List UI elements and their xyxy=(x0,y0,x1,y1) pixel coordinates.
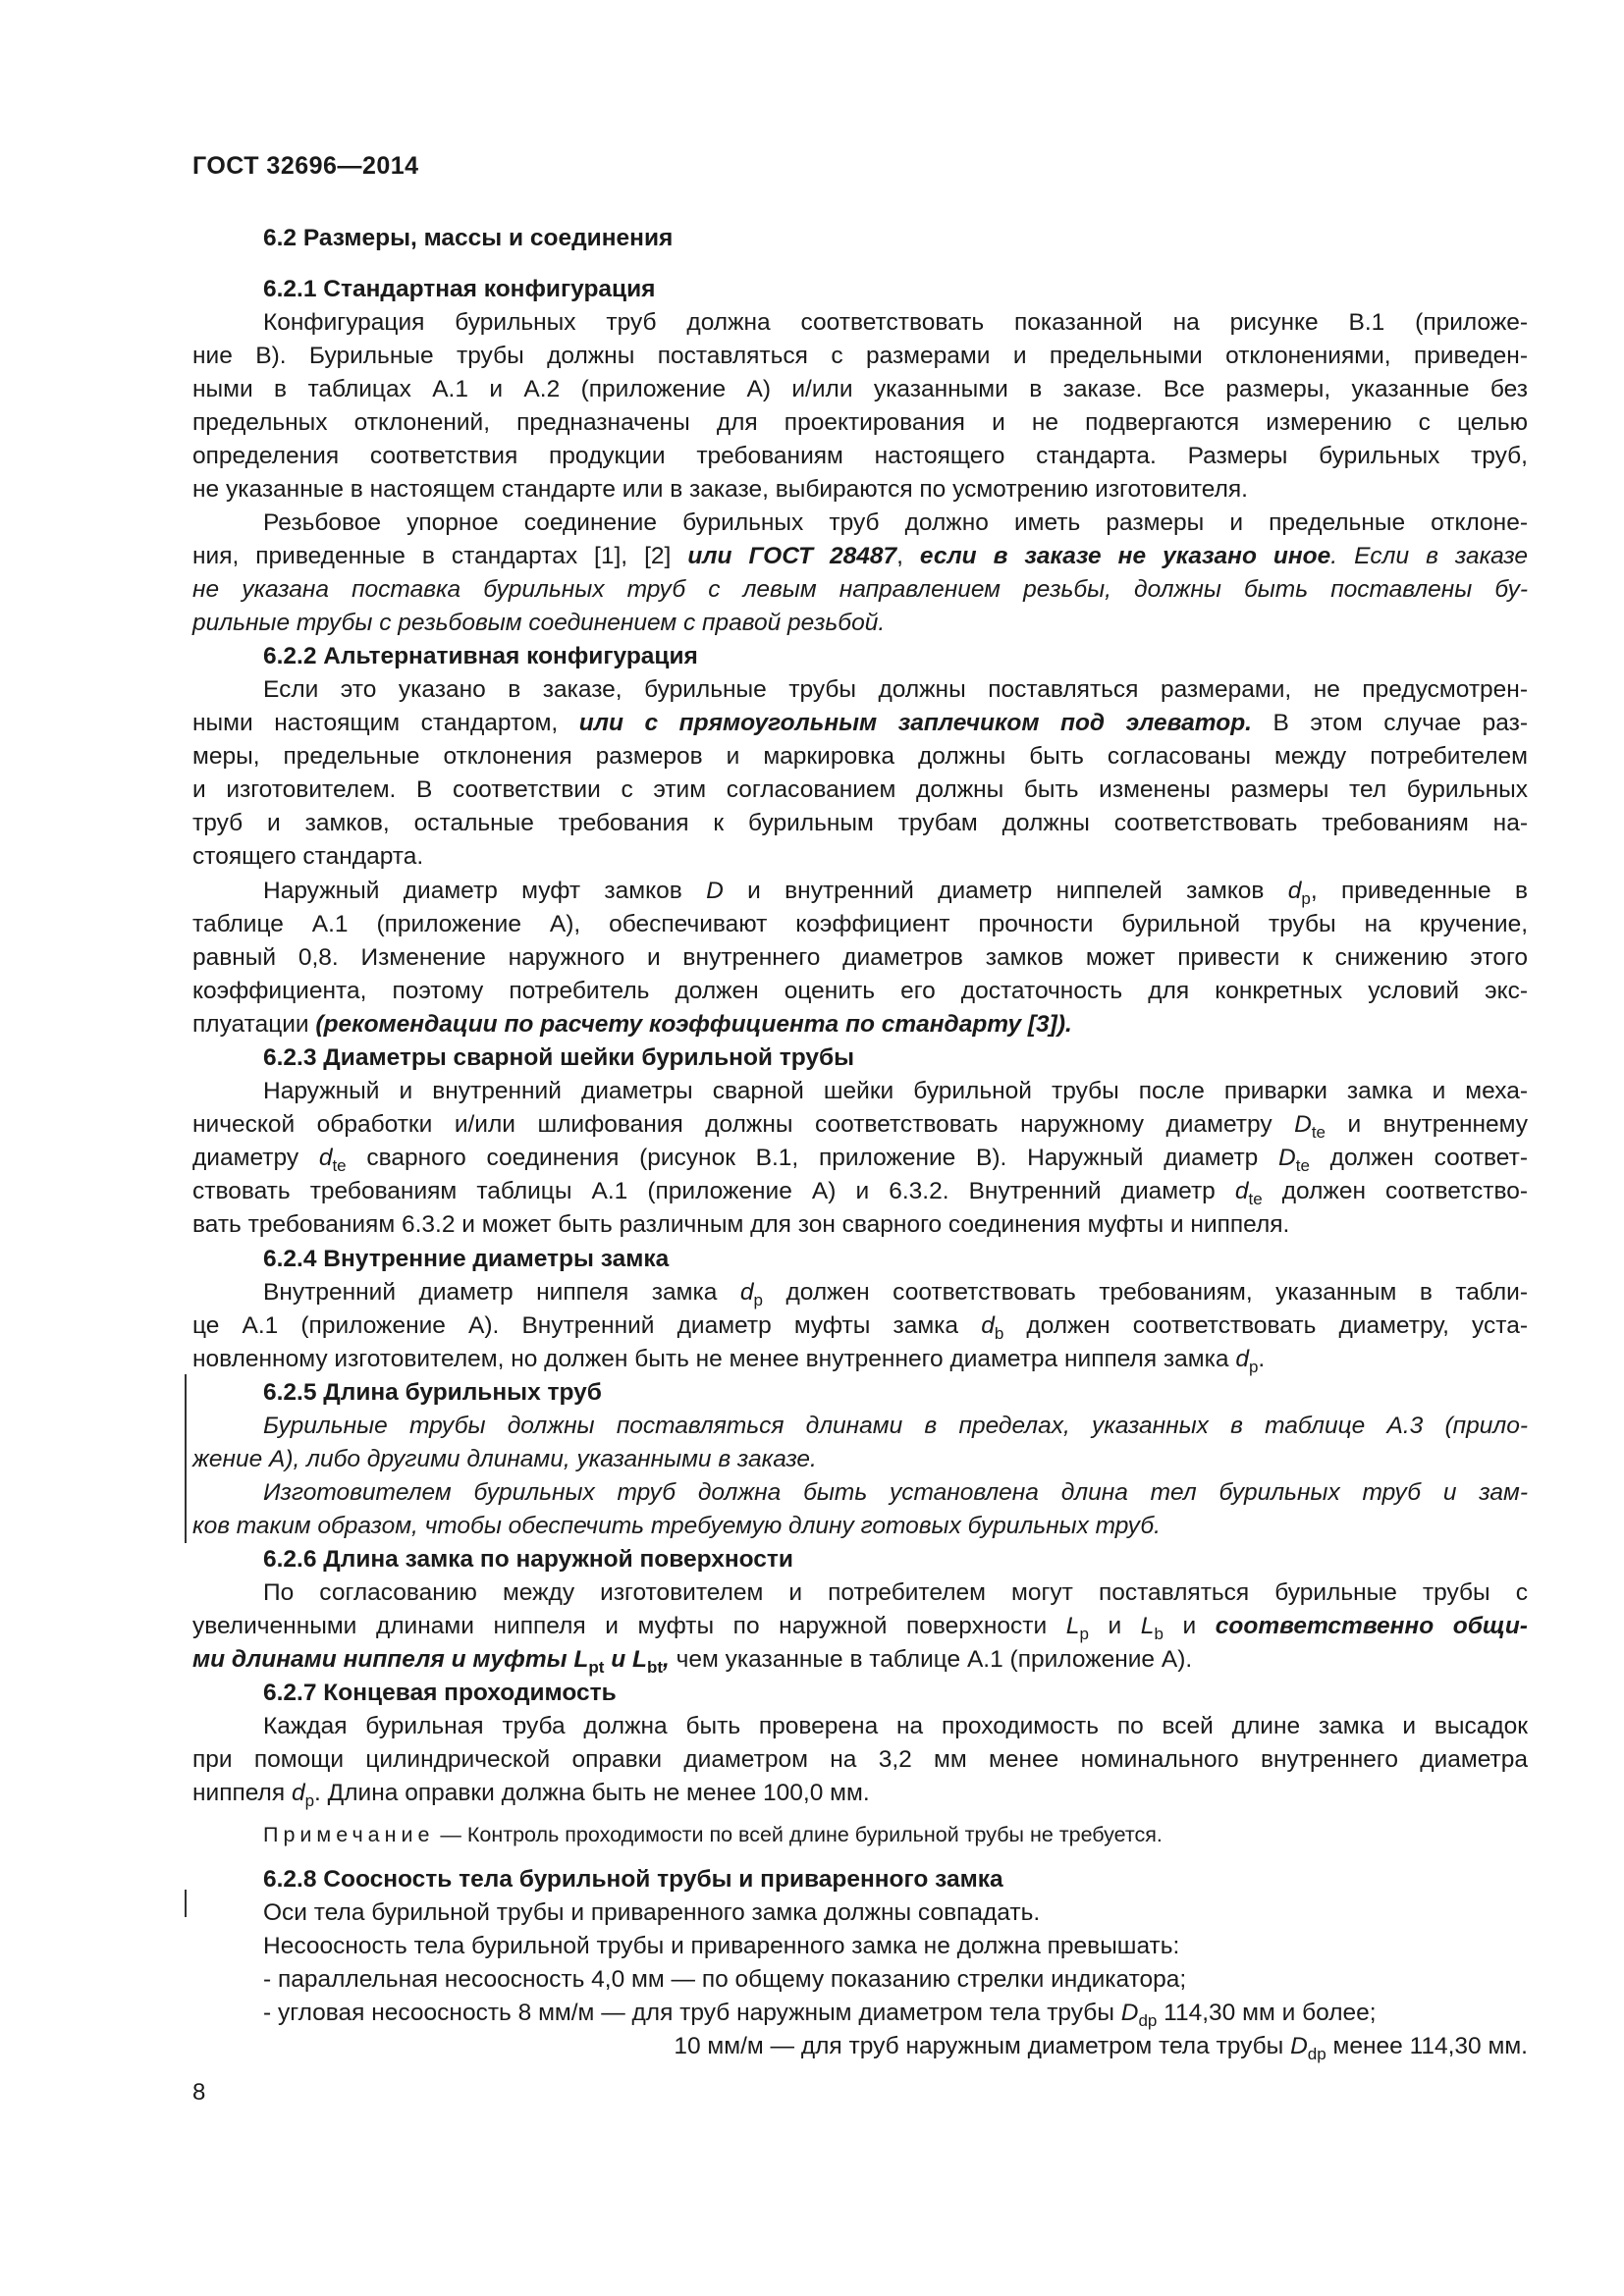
paragraph-line: Изготовителем бурильных труб должна быть установлена длина тел бурильных труб и зам- xyxy=(263,1479,1528,1506)
paragraph-line xyxy=(192,1312,1528,1343)
paragraph-line xyxy=(192,1178,1528,1208)
math-symbol: d xyxy=(1235,1346,1249,1372)
paragraph-line: предельных отклонений, предназначены для проектирования и не подвергаются измерению с целью xyxy=(192,409,1528,436)
text-run: . xyxy=(1258,1346,1266,1372)
paragraph-line xyxy=(192,1346,1528,1376)
paragraph-line: Если это указано в заказе, бурильные трубы должны поставляться размерами, не предусмотрен- xyxy=(263,676,1528,703)
section-heading-6-2: 6.2 Размеры, массы и соединения xyxy=(263,225,674,251)
paragraph-line: не указана поставка бурильных труб с левым направлением резьбы, должны быть поставлены бу- xyxy=(192,576,1528,603)
section-heading-6-2-6: 6.2.6 Длина замка по наружной поверхности xyxy=(263,1546,793,1573)
italic-run: . Если в заказе xyxy=(1330,543,1528,569)
note-line xyxy=(263,1825,1528,1846)
subscript: p xyxy=(1079,1625,1089,1643)
text-run: и внутренний диаметр ниппелей замков xyxy=(723,878,1288,904)
text-run: ными настоящим стандартом, xyxy=(192,710,579,736)
paragraph-line: Резьбовое упорное соединение бурильных труб должно иметь размеры и предельные отклоне- xyxy=(263,509,1528,536)
paragraph-line: Бурильные трубы должны поставляться длинами в пределах, указанных в таблице А.3 (прило- xyxy=(263,1413,1528,1439)
paragraph-line: не указанные в настоящем стандарте или в заказе, выбираются по усмотрению изготовителя. xyxy=(192,476,1248,503)
paragraph-line: вать требованиям 6.3.2 и может быть различным для зон сварного соединения муфты и ниппеля. xyxy=(192,1211,1290,1238)
text-run: нической обработки и/или шлифования должны соответствовать наружному диаметру xyxy=(192,1111,1295,1138)
subscript: te xyxy=(1295,1156,1310,1175)
paragraph-line: По согласованию между изготовителем и потребителем могут поставляться бурильные трубы с xyxy=(263,1579,1528,1606)
bold-italic-run: или с прямоугольным заплечиком под элеватор. xyxy=(578,710,1252,736)
paragraph-line: меры, предельные отклонения размеров и маркировка должны быть согласованы между потребителем xyxy=(192,743,1528,770)
bold-italic-run: или ГОСТ 28487 xyxy=(687,543,897,569)
bold-italic-run: если в заказе не указано иное xyxy=(919,543,1331,569)
note-text: — Контроль проходимости по всей длине бурильной трубы не требуется. xyxy=(434,1823,1163,1846)
paragraph-line xyxy=(192,1613,1528,1643)
paragraph-line: Наружный и внутренний диаметры сварной шейки бурильной трубы после приварки замка и меха- xyxy=(263,1078,1528,1104)
section-heading-6-2-7: 6.2.7 Концевая проходимость xyxy=(263,1680,617,1706)
section-heading-6-2-4: 6.2.4 Внутренние диаметры замка xyxy=(263,1246,670,1272)
subscript: p xyxy=(753,1291,763,1309)
text-run: . Длина оправки должна быть не менее 100,0 мм. xyxy=(314,1780,870,1806)
math-symbol: d xyxy=(318,1145,333,1171)
paragraph-line xyxy=(192,1780,1528,1810)
text-run: менее 114,30 мм. xyxy=(1326,2033,1528,2059)
text-run: плуатации xyxy=(192,1011,316,1038)
paragraph-line xyxy=(192,1145,1528,1175)
subscript: te xyxy=(1311,1123,1326,1142)
text-run: и xyxy=(1088,1613,1141,1639)
section-heading-6-2-8: 6.2.8 Соосность тела бурильной трубы и приваренного замка xyxy=(263,1866,1003,1893)
list-item-continuation xyxy=(674,2033,1528,2063)
subscript: te xyxy=(1248,1190,1263,1208)
paragraph-line: Каждая бурильная труба должна быть проверена на проходимость по всей длине замка и высадок xyxy=(263,1713,1528,1739)
text-run: новленному изготовителем, но должен быть не менее внутреннего диаметра ниппеля замка xyxy=(192,1346,1236,1372)
subscript: bt xyxy=(646,1658,663,1677)
math-symbol: D xyxy=(1120,2000,1139,2026)
math-symbol: d xyxy=(291,1780,305,1806)
section-heading-6-2-1: 6.2.1 Стандартная конфигурация xyxy=(263,276,656,302)
text-run: чем указанные в таблице А.1 (приложение А). xyxy=(669,1646,1193,1673)
subscript: p xyxy=(1248,1358,1259,1376)
paragraph-line: стоящего стандарта. xyxy=(192,843,424,870)
paragraph-line: ние В). Бурильные трубы должны поставляться с размерами и предельными отклонениями, приведен- xyxy=(192,343,1528,369)
list-item: - параллельная несоосность 4,0 мм — по общему показанию стрелки индикатора; xyxy=(263,1966,1187,1993)
paragraph-line xyxy=(263,878,1528,908)
section-heading-6-2-2: 6.2.2 Альтернативная конфигурация xyxy=(263,643,698,669)
math-symbol: d xyxy=(1287,878,1302,904)
list-item xyxy=(263,2000,1528,2030)
text-run: должен соответствовать диаметру, уста- xyxy=(1003,1312,1528,1339)
paragraph-line: Конфигурация бурильных труб должна соответствовать показанной на рисунке В.1 (приложе- xyxy=(263,309,1528,336)
bold-italic-run: соответственно общи- xyxy=(1215,1613,1528,1639)
subscript: pt xyxy=(588,1658,605,1677)
bold-italic-run: , xyxy=(662,1646,670,1673)
paragraph-line: таблице А.1 (приложение А), обеспечивают коэффициент прочности бурильной трубы на кручение, xyxy=(192,911,1528,937)
paragraph-line: и изготовителем. В соответствии с этим согласованием должны быть изменены размеры тел бурильных xyxy=(192,776,1528,803)
paragraph-line xyxy=(192,1013,1528,1038)
change-bar xyxy=(185,1374,187,1543)
paragraph-line: равный 0,8. Изменение наружного и внутреннего диаметров замков может привести к снижению этого xyxy=(192,944,1528,971)
text-run: ствовать требованиям таблицы А.1 (приложение А) и 6.3.2. Внутренний диаметр xyxy=(192,1178,1235,1204)
paragraph-line: жение А), либо другими длинами, указанными в заказе. xyxy=(192,1446,817,1472)
math-symbol: L xyxy=(1140,1613,1155,1639)
text-run: - угловая несоосность 8 мм/м — для труб наружным диаметром тела трубы xyxy=(263,2000,1121,2026)
math-symbol: D xyxy=(1294,1111,1312,1138)
paragraph-line: при помощи цилиндрической оправки диаметром на 3,2 мм менее номинального внутреннего диаметра xyxy=(192,1746,1528,1773)
text-run: , приведенные в xyxy=(1310,878,1528,904)
note-label: Примечание xyxy=(263,1823,435,1846)
math-symbol: D xyxy=(1290,2033,1308,2059)
text-run: Внутренний диаметр ниппеля замка xyxy=(263,1279,740,1306)
text-run: ния, приведенные в стандартах [1], [2] xyxy=(192,543,688,569)
subscript: dp xyxy=(1307,2045,1326,2063)
page-number: 8 xyxy=(192,2079,206,2106)
text-run: це А.1 (приложение А). Внутренний диаметр муфты замка xyxy=(192,1312,982,1339)
math-symbol: D xyxy=(1278,1145,1296,1171)
paragraph-line xyxy=(263,1279,1529,1309)
bold-italic-run: и L xyxy=(604,1646,647,1673)
math-symbol: D xyxy=(706,878,724,904)
math-symbol: L xyxy=(1065,1613,1080,1639)
paragraph-line xyxy=(192,1111,1529,1142)
text-run: В этом случае раз- xyxy=(1251,710,1528,736)
math-symbol: d xyxy=(739,1279,754,1306)
section-heading-6-2-3: 6.2.3 Диаметры сварной шейки бурильной трубы xyxy=(263,1044,855,1071)
section-heading-6-2-5: 6.2.5 Длина бурильных труб xyxy=(263,1379,602,1406)
text-run: и xyxy=(1163,1613,1216,1639)
subscript: b xyxy=(1154,1625,1164,1643)
subscript: b xyxy=(994,1324,1004,1343)
text-run: ниппеля xyxy=(192,1780,292,1806)
subscript: p xyxy=(304,1791,315,1810)
math-symbol: d xyxy=(1234,1178,1249,1204)
subscript: dp xyxy=(1138,2011,1158,2030)
paragraph-line: ными в таблицах А.1 и А.2 (приложение А) и/или указанными в заказе. Все размеры, указанные без xyxy=(192,376,1528,402)
text-run: должен соответ- xyxy=(1309,1145,1528,1171)
text-run: должен соответствовать требованиям, указанным в табли- xyxy=(762,1279,1529,1306)
text-run: диаметру xyxy=(192,1145,319,1171)
paragraph-line: Оси тела бурильной трубы и приваренного замка должны совпадать. xyxy=(263,1899,1041,1926)
document-header: ГОСТ 32696—2014 xyxy=(192,152,419,180)
paragraph-line: рильные трубы с резьбовым соединением с правой резьбой. xyxy=(192,610,886,636)
text-run: Наружный диаметр муфт замков xyxy=(263,878,707,904)
paragraph-line xyxy=(192,545,1528,569)
subscript: p xyxy=(1301,889,1311,908)
paragraph-line: ков таким образом, чтобы обеспечить требуемую длину готовых бурильных труб. xyxy=(192,1513,1161,1539)
text-run: сварного соединения (рисунок В.1, приложение В). Наружный диаметр xyxy=(346,1145,1279,1171)
text-run: и внутреннему xyxy=(1326,1111,1529,1138)
text-run: должен соответство- xyxy=(1262,1178,1528,1204)
paragraph-line xyxy=(192,712,1528,736)
math-symbol: d xyxy=(981,1312,995,1339)
text-run: 114,30 мм и более; xyxy=(1157,2000,1377,2026)
paragraph-line: коэффициента, поэтому потребитель должен оценить его достаточность для конкретных условий экс- xyxy=(192,978,1528,1004)
text-run: , xyxy=(896,543,920,569)
text-run: увеличенными длинами ниппеля и муфты по наружной поверхности xyxy=(192,1613,1066,1639)
bold-italic-run: ми длинами ниппеля и муфты L xyxy=(192,1646,589,1673)
paragraph-line: определения соответствия продукции требованиям настоящего стандарта. Размеры бурильных труб, xyxy=(192,443,1528,469)
bold-italic-run: (рекомендации по расчету коэффициента по стандарту [3]). xyxy=(315,1011,1072,1038)
subscript: te xyxy=(332,1156,347,1175)
paragraph-line: труб и замков, остальные требования к бурильным трубам должны соответствовать требованиям на- xyxy=(192,810,1528,836)
change-bar xyxy=(185,1890,187,1917)
paragraph-line: Несоосность тела бурильной трубы и приваренного замка не должна превышать: xyxy=(263,1933,1180,1959)
paragraph-line xyxy=(192,1646,1528,1677)
text-run: 10 мм/м — для труб наружным диаметром тела трубы xyxy=(674,2033,1291,2059)
